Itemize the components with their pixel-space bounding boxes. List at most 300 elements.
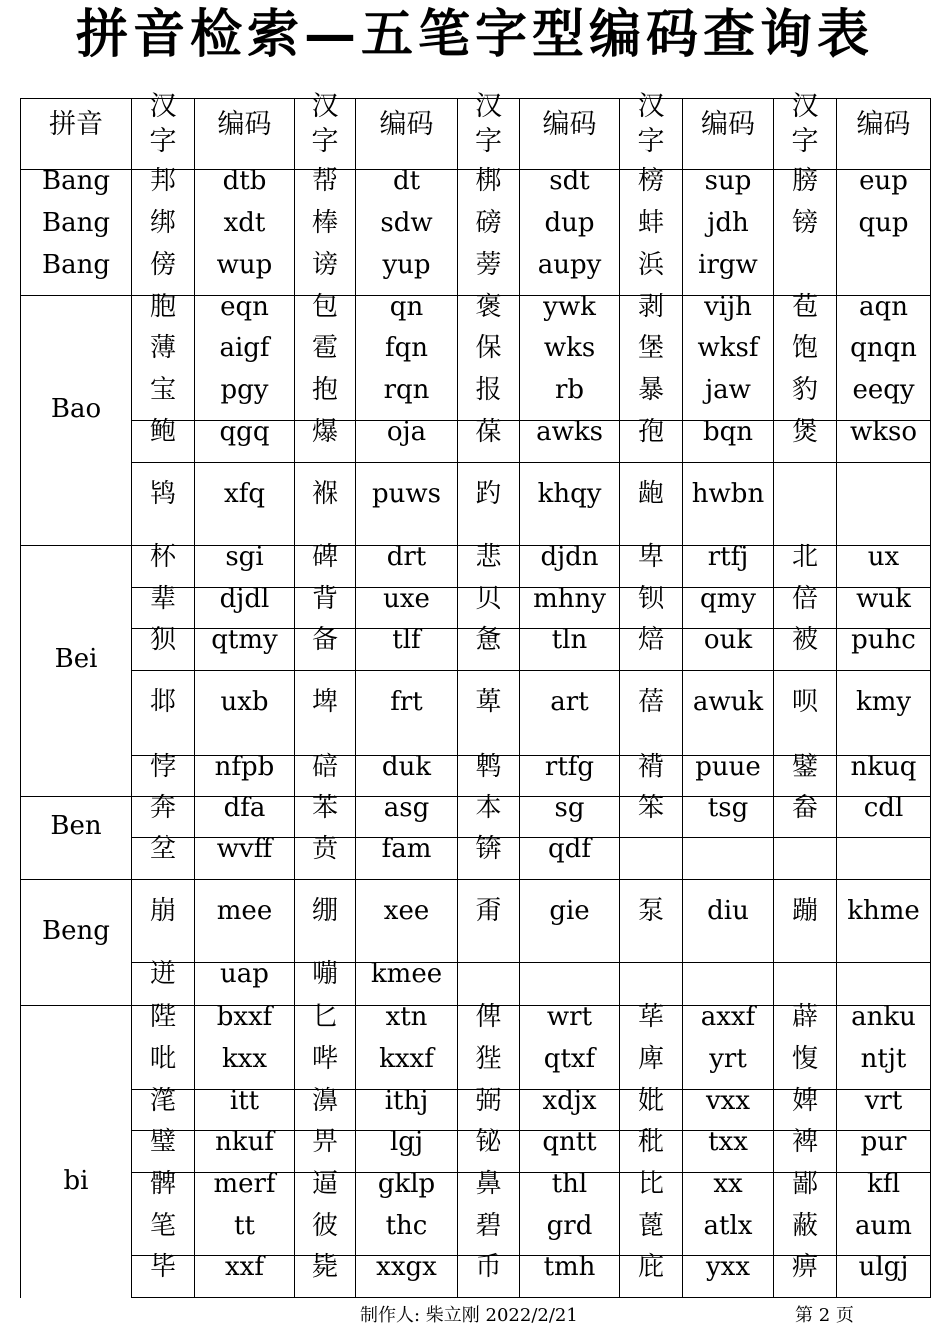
- hanzi-cell: 钡: [620, 588, 683, 629]
- code-cell: xtn: [356, 1006, 458, 1048]
- hanzi-cell: 谤: [295, 254, 356, 296]
- hanzi-cell: 妣: [620, 1090, 683, 1131]
- hanzi-cell: 葆: [458, 421, 520, 463]
- table-row: [21, 1048, 931, 1090]
- code-cell: sdt: [520, 170, 620, 212]
- code-cell: aigf: [195, 337, 295, 379]
- code-cell: awuk: [683, 671, 774, 756]
- hanzi-cell: [620, 838, 683, 880]
- hanzi-cell: 报: [458, 379, 520, 421]
- code-cell: rtfj: [683, 546, 774, 588]
- code-cell: eqn: [195, 296, 295, 337]
- code-cell: art: [520, 671, 620, 756]
- code-cell: qnqn: [837, 337, 931, 379]
- hanzi-cell: 迸: [132, 963, 195, 1006]
- code-cell: grd: [520, 1215, 620, 1256]
- header-code-label: 编码: [217, 109, 272, 140]
- hanzi-cell: 蔽: [774, 1215, 837, 1256]
- table-row: [21, 1173, 931, 1215]
- header-hanzi-bottom: 字: [791, 126, 819, 157]
- code-cell: aum: [837, 1215, 931, 1256]
- code-cell: oja: [356, 421, 458, 463]
- code-cell: kxxf: [356, 1048, 458, 1090]
- hanzi-cell: 俾: [458, 1006, 520, 1048]
- code-cell: qup: [837, 212, 931, 254]
- code-cell: awks: [520, 421, 620, 463]
- pinyin-cell: Beng: [21, 880, 132, 1006]
- code-cell: yrt: [683, 1048, 774, 1090]
- hanzi-cell: 卑: [620, 546, 683, 588]
- code-cell: [837, 838, 931, 880]
- code-cell: xxf: [195, 1256, 295, 1298]
- hanzi-cell: 邦: [132, 170, 195, 212]
- hanzi-cell: 裨: [774, 1131, 837, 1173]
- code-cell: nfpb: [195, 756, 295, 797]
- hanzi-cell: [774, 838, 837, 880]
- code-cell: qdf: [520, 838, 620, 880]
- header-hanzi: [132, 91, 195, 170]
- code-cell: pur: [837, 1131, 931, 1173]
- hanzi-cell: [774, 254, 837, 296]
- code-cell: rqn: [356, 379, 458, 421]
- code-cell: kfl: [837, 1173, 931, 1215]
- header-hanzi-top: 汉: [149, 91, 177, 122]
- hanzi-cell: 绷: [295, 880, 356, 963]
- hanzi-cell: 嘣: [295, 963, 356, 1006]
- code-cell: thc: [356, 1215, 458, 1256]
- hanzi-cell: 庳: [620, 1048, 683, 1090]
- code-cell: uap: [195, 963, 295, 1006]
- code-cell: ouk: [683, 629, 774, 671]
- pinyin-cell: Ben: [21, 797, 132, 880]
- code-cell: axxf: [683, 1006, 774, 1048]
- code-cell: tt: [195, 1215, 295, 1256]
- hanzi-cell: 奔: [132, 797, 195, 838]
- code-cell: uxe: [356, 588, 458, 629]
- hanzi-cell: 豹: [774, 379, 837, 421]
- hanzi-cell: 褙: [620, 756, 683, 797]
- hanzi-cell: 笔: [132, 1215, 195, 1256]
- code-cell: [837, 463, 931, 546]
- code-cell: hwbn: [683, 463, 774, 546]
- hanzi-cell: 蚌: [620, 212, 683, 254]
- code-cell: bxxf: [195, 1006, 295, 1048]
- code-cell: xdjx: [520, 1090, 620, 1131]
- hanzi-cell: 鄙: [774, 1173, 837, 1215]
- code-cell: wvff: [195, 838, 295, 880]
- table-row: [21, 463, 931, 546]
- table-row: [21, 1256, 931, 1298]
- hanzi-cell: 坌: [132, 838, 195, 880]
- code-cell: diu: [683, 880, 774, 963]
- code-cell: ywk: [520, 296, 620, 337]
- code-cell: thl: [520, 1173, 620, 1215]
- hanzi-cell: 秕: [620, 1131, 683, 1173]
- code-cell: cdl: [837, 797, 931, 838]
- code-cell: jdh: [683, 212, 774, 254]
- code-cell: mhny: [520, 588, 620, 629]
- code-cell: qtxf: [520, 1048, 620, 1090]
- hanzi-cell: 暴: [620, 379, 683, 421]
- hanzi-cell: 镑: [774, 212, 837, 254]
- code-cell: sg: [520, 797, 620, 838]
- code-cell: djdl: [195, 588, 295, 629]
- code-cell: tmh: [520, 1256, 620, 1298]
- hanzi-cell: 币: [458, 1256, 520, 1298]
- header-code-label: 编码: [701, 109, 755, 140]
- header-hanzi-top: 汉: [311, 91, 339, 122]
- code-cell: xdt: [195, 212, 295, 254]
- hanzi-cell: 濞: [295, 1090, 356, 1131]
- code-cell: ithj: [356, 1090, 458, 1131]
- hanzi-cell: 璧: [132, 1131, 195, 1173]
- code-cell: gklp: [356, 1173, 458, 1215]
- hanzi-cell: 畚: [774, 797, 837, 838]
- code-cell: itt: [195, 1090, 295, 1131]
- code-cell: wks: [520, 337, 620, 379]
- code-cell: sgi: [195, 546, 295, 588]
- code-cell: wrt: [520, 1006, 620, 1048]
- code-cell: puhc: [837, 629, 931, 671]
- hanzi-cell: 毕: [132, 1256, 195, 1298]
- header-hanzi-bottom: 字: [475, 126, 502, 157]
- header-hanzi: [774, 91, 837, 170]
- hanzi-cell: 倍: [774, 588, 837, 629]
- code-cell: txx: [683, 1131, 774, 1173]
- header-hanzi: [295, 91, 356, 170]
- table-row: [21, 797, 931, 838]
- header-code: [520, 99, 620, 170]
- pinyin-cell: bi: [21, 1006, 132, 1298]
- code-cell: mee: [195, 880, 295, 963]
- table-row: [21, 254, 931, 296]
- hanzi-cell: 碧: [458, 1215, 520, 1256]
- header-hanzi-bottom: 字: [637, 126, 665, 157]
- hanzi-cell: 膀: [774, 170, 837, 212]
- hanzi-cell: 陛: [132, 1006, 195, 1048]
- hanzi-cell: [774, 963, 837, 1006]
- code-cell: nkuf: [195, 1131, 295, 1173]
- code-cell: dt: [356, 170, 458, 212]
- code-cell: jaw: [683, 379, 774, 421]
- hanzi-cell: 弼: [458, 1090, 520, 1131]
- hanzi-cell: 婢: [774, 1090, 837, 1131]
- hanzi-cell: 本: [458, 797, 520, 838]
- hanzi-cell: 毙: [295, 1256, 356, 1298]
- code-cell: anku: [837, 1006, 931, 1048]
- code-cell: qn: [356, 296, 458, 337]
- code-cell: wksf: [683, 337, 774, 379]
- hanzi-cell: 铋: [458, 1131, 520, 1173]
- code-cell: yxx: [683, 1256, 774, 1298]
- code-cell: ulgj: [837, 1256, 931, 1298]
- footer-author: 制作人: 柴立刚 2022/2/21: [360, 1305, 578, 1326]
- hanzi-cell: 背: [295, 588, 356, 629]
- code-cell: [683, 963, 774, 1006]
- hanzi-cell: 悲: [458, 546, 520, 588]
- pinyin-cell: Bao: [21, 296, 132, 546]
- code-cell: [683, 838, 774, 880]
- code-cell: puws: [356, 463, 458, 546]
- hanzi-cell: [774, 463, 837, 546]
- table-row: [21, 629, 931, 671]
- code-cell: bqn: [683, 421, 774, 463]
- hanzi-cell: 蓖: [620, 1215, 683, 1256]
- code-cell: yup: [356, 254, 458, 296]
- code-cell: fqn: [356, 337, 458, 379]
- code-cell: pgy: [195, 379, 295, 421]
- code-cell: lgj: [356, 1131, 458, 1173]
- hanzi-cell: 鲍: [132, 421, 195, 463]
- hanzi-cell: 苞: [774, 296, 837, 337]
- code-cell: kxx: [195, 1048, 295, 1090]
- hanzi-cell: 帮: [295, 170, 356, 212]
- code-cell: qntt: [520, 1131, 620, 1173]
- code-cell: eeqy: [837, 379, 931, 421]
- hanzi-cell: 彼: [295, 1215, 356, 1256]
- table-row: [21, 546, 931, 588]
- code-cell: djdn: [520, 546, 620, 588]
- code-cell: qgq: [195, 421, 295, 463]
- code-cell: duk: [356, 756, 458, 797]
- hanzi-cell: 贲: [295, 838, 356, 880]
- hanzi-cell: 北: [774, 546, 837, 588]
- hanzi-cell: 呗: [774, 671, 837, 756]
- header-pinyin: [21, 99, 132, 170]
- hanzi-cell: 碑: [295, 546, 356, 588]
- hanzi-cell: 萆: [458, 671, 520, 756]
- hanzi-cell: [620, 963, 683, 1006]
- code-cell: drt: [356, 546, 458, 588]
- hanzi-cell: 悖: [132, 756, 195, 797]
- code-cell: dfa: [195, 797, 295, 838]
- table-row: [21, 337, 931, 379]
- code-cell: qmy: [683, 588, 774, 629]
- code-cell: wuk: [837, 588, 931, 629]
- hanzi-cell: 滗: [132, 1090, 195, 1131]
- hanzi-cell: 被: [774, 629, 837, 671]
- code-cell: ux: [837, 546, 931, 588]
- hanzi-cell: 痹: [774, 1256, 837, 1298]
- hanzi-cell: 蹦: [774, 880, 837, 963]
- hanzi-cell: 薜: [774, 1006, 837, 1048]
- hanzi-cell: 绑: [132, 212, 195, 254]
- header-hanzi-bottom: 字: [149, 126, 177, 157]
- hanzi-cell: 备: [295, 629, 356, 671]
- code-cell: xee: [356, 880, 458, 963]
- hanzi-cell: 鹎: [458, 756, 520, 797]
- code-cell: dtb: [195, 170, 295, 212]
- hanzi-cell: 龅: [620, 463, 683, 546]
- code-cell: asg: [356, 797, 458, 838]
- code-cell: irgw: [683, 254, 774, 296]
- hanzi-cell: 剥: [620, 296, 683, 337]
- hanzi-cell: 吡: [132, 1048, 195, 1090]
- header-hanzi-top: 汉: [791, 91, 819, 122]
- pinyin-cell: Bei: [21, 546, 132, 797]
- code-cell: rb: [520, 379, 620, 421]
- code-cell: ntjt: [837, 1048, 931, 1090]
- code-cell: sup: [683, 170, 774, 212]
- code-cell: kmy: [837, 671, 931, 756]
- code-cell: tlf: [356, 629, 458, 671]
- code-cell: tsg: [683, 797, 774, 838]
- hanzi-cell: 孢: [620, 421, 683, 463]
- header-code: [837, 99, 931, 170]
- code-cell: frt: [356, 671, 458, 756]
- hanzi-cell: 趵: [458, 463, 520, 546]
- hanzi-cell: 狈: [132, 629, 195, 671]
- pinyin-cell: Bang: [21, 170, 132, 212]
- table-row: [21, 1131, 931, 1173]
- code-cell: sdw: [356, 212, 458, 254]
- table-row: [21, 756, 931, 797]
- hanzi-cell: 雹: [295, 337, 356, 379]
- header-hanzi: [458, 91, 520, 170]
- code-cell: atlx: [683, 1215, 774, 1256]
- header-code-label: 编码: [542, 109, 597, 140]
- hanzi-cell: 鐾: [774, 756, 837, 797]
- hanzi-cell: 贝: [458, 588, 520, 629]
- header-pinyin-label: 拼音: [49, 109, 103, 140]
- table-row: [21, 421, 931, 463]
- header-hanzi-bottom: 字: [311, 126, 339, 157]
- table-row: [21, 379, 931, 421]
- code-cell: [520, 963, 620, 1006]
- header-row: [21, 99, 931, 170]
- hanzi-cell: 杯: [132, 546, 195, 588]
- pinyin-cell: Bang: [21, 254, 132, 296]
- table-row: [21, 588, 931, 629]
- hanzi-cell: 鼻: [458, 1173, 520, 1215]
- hanzi-cell: 庇: [620, 1256, 683, 1298]
- code-cell: eup: [837, 170, 931, 212]
- hanzi-cell: 畀: [295, 1131, 356, 1173]
- code-cell: gie: [520, 880, 620, 963]
- hanzi-cell: 榜: [620, 170, 683, 212]
- hanzi-cell: 爆: [295, 421, 356, 463]
- hanzi-cell: 荜: [620, 1006, 683, 1048]
- hanzi-cell: 焙: [620, 629, 683, 671]
- hanzi-cell: 褓: [295, 463, 356, 546]
- wubi-lookup-table: [20, 91, 931, 1298]
- hanzi-cell: 磅: [458, 212, 520, 254]
- code-cell: xxgx: [356, 1256, 458, 1298]
- header-hanzi-top: 汉: [637, 91, 665, 122]
- hanzi-cell: 辈: [132, 588, 195, 629]
- hanzi-cell: 浜: [620, 254, 683, 296]
- table-row: [21, 1215, 931, 1256]
- code-cell: [837, 254, 931, 296]
- hanzi-cell: 鸨: [132, 463, 195, 546]
- hanzi-cell: 比: [620, 1173, 683, 1215]
- header-code: [195, 99, 295, 170]
- table-row: [21, 170, 931, 212]
- pinyin-cell: Bang: [21, 212, 132, 254]
- hanzi-cell: 邶: [132, 671, 195, 756]
- hanzi-cell: 逼: [295, 1173, 356, 1215]
- code-cell: rtfg: [520, 756, 620, 797]
- footer-page-number: 第 2 页: [795, 1305, 854, 1326]
- hanzi-cell: 髀: [132, 1173, 195, 1215]
- hanzi-cell: 崩: [132, 880, 195, 963]
- table-row: [21, 296, 931, 337]
- header-hanzi: [620, 91, 683, 170]
- table-row: [21, 1090, 931, 1131]
- table-row: [21, 212, 931, 254]
- hanzi-cell: 棒: [295, 212, 356, 254]
- code-cell: nkuq: [837, 756, 931, 797]
- hanzi-cell: 埤: [295, 671, 356, 756]
- code-cell: puue: [683, 756, 774, 797]
- code-cell: vijh: [683, 296, 774, 337]
- hanzi-cell: 碚: [295, 756, 356, 797]
- hanzi-cell: 傍: [132, 254, 195, 296]
- hanzi-cell: 锛: [458, 838, 520, 880]
- code-cell: aqn: [837, 296, 931, 337]
- header-hanzi-top: 汉: [475, 91, 502, 122]
- header-code: [683, 99, 774, 170]
- header-code-label: 编码: [856, 109, 911, 140]
- hanzi-cell: 煲: [774, 421, 837, 463]
- code-cell: khqy: [520, 463, 620, 546]
- table-body: [21, 166, 931, 1298]
- code-cell: khme: [837, 880, 931, 963]
- hanzi-cell: 匕: [295, 1006, 356, 1048]
- hanzi-cell: 饱: [774, 337, 837, 379]
- hanzi-cell: 梆: [458, 170, 520, 212]
- hanzi-cell: 惫: [458, 629, 520, 671]
- hanzi-cell: 愎: [774, 1048, 837, 1090]
- hanzi-cell: 蓓: [620, 671, 683, 756]
- hanzi-cell: 泵: [620, 880, 683, 963]
- code-cell: vxx: [683, 1090, 774, 1131]
- table-row: [21, 1006, 931, 1048]
- hanzi-cell: 保: [458, 337, 520, 379]
- table-row: [21, 880, 931, 963]
- header-code: [356, 99, 458, 170]
- code-cell: wup: [195, 254, 295, 296]
- table-row: [21, 671, 931, 756]
- table-row: [21, 963, 931, 1006]
- code-cell: wkso: [837, 421, 931, 463]
- code-cell: vrt: [837, 1090, 931, 1131]
- code-cell: xx: [683, 1173, 774, 1215]
- code-cell: aupy: [520, 254, 620, 296]
- hanzi-cell: 包: [295, 296, 356, 337]
- page-title: 拼音检索—五笔字型编码查询表: [75, 4, 874, 65]
- hanzi-cell: 笨: [620, 797, 683, 838]
- code-cell: dup: [520, 212, 620, 254]
- hanzi-cell: 宝: [132, 379, 195, 421]
- hanzi-cell: 胞: [132, 296, 195, 337]
- hanzi-cell: 哔: [295, 1048, 356, 1090]
- hanzi-cell: 苯: [295, 797, 356, 838]
- header-code-label: 编码: [379, 109, 434, 140]
- hanzi-cell: 抱: [295, 379, 356, 421]
- hanzi-cell: 褒: [458, 296, 520, 337]
- code-cell: xfq: [195, 463, 295, 546]
- hanzi-cell: 蒡: [458, 254, 520, 296]
- hanzi-cell: 堡: [620, 337, 683, 379]
- code-cell: tln: [520, 629, 620, 671]
- hanzi-cell: 甭: [458, 880, 520, 963]
- code-cell: kmee: [356, 963, 458, 1006]
- hanzi-cell: [458, 963, 520, 1006]
- code-cell: uxb: [195, 671, 295, 756]
- hanzi-cell: 狴: [458, 1048, 520, 1090]
- code-cell: fam: [356, 838, 458, 880]
